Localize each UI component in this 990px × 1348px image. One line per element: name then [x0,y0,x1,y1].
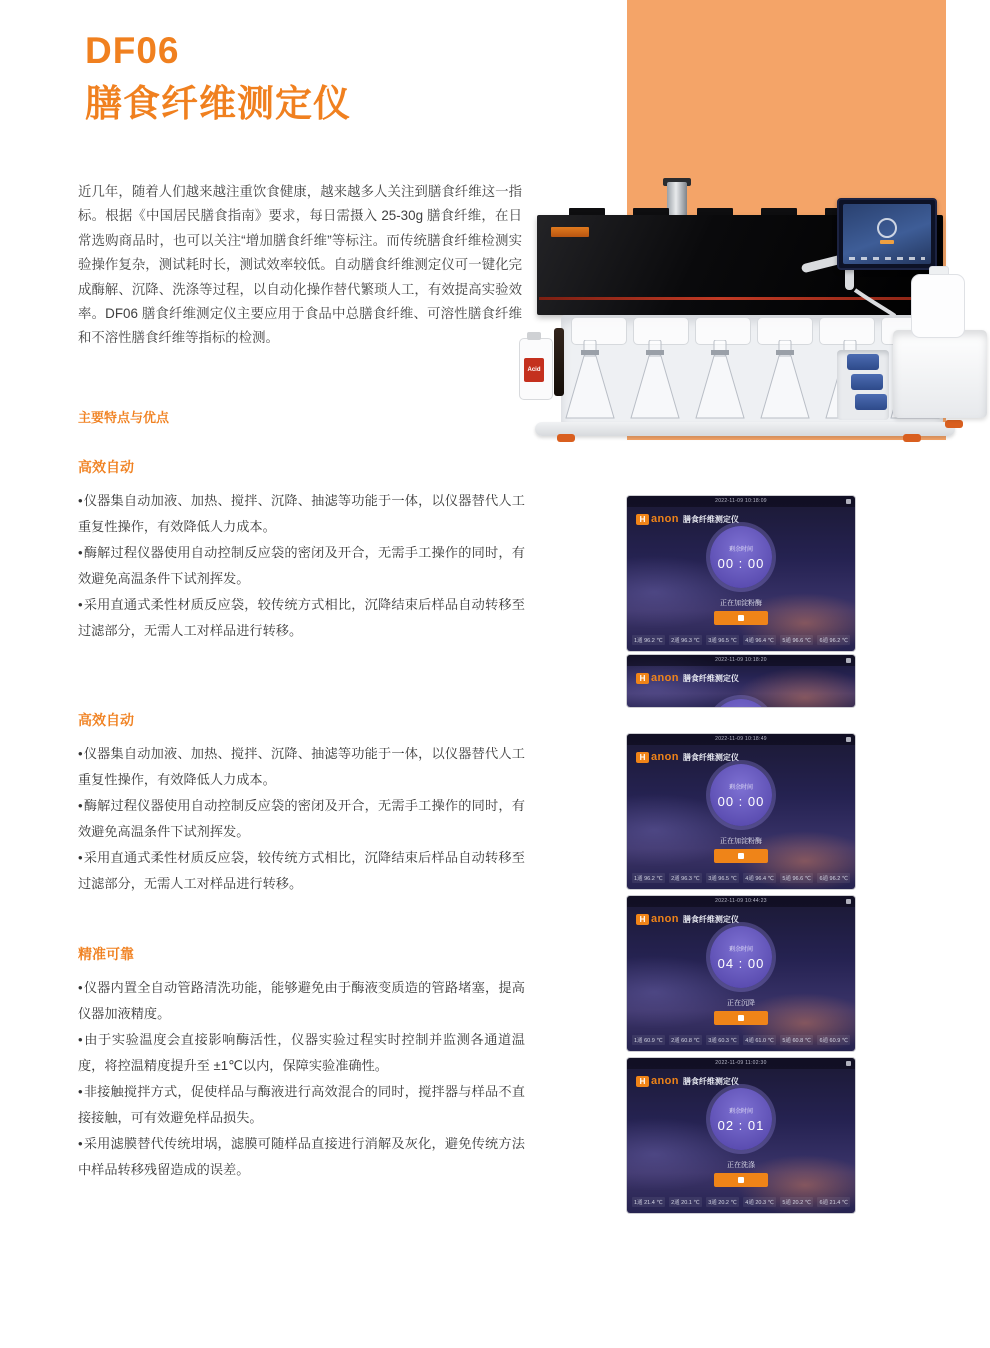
app-title: 膳食纤维测定仪 [682,673,739,683]
app-title: 膳食纤维测定仪 [682,1076,739,1086]
window-icon [846,658,851,663]
device-screen-5 [627,1058,855,1213]
timer-value: 00 : 00 [717,793,765,809]
timer-label: 剩余时间 [728,546,753,553]
window-icon [846,1061,851,1066]
screen-timestamp: 2022-11-09 11:02:30 [715,1060,767,1066]
brand-name: anon [651,1075,679,1087]
channel-temps [632,635,850,645]
instrument-photo [515,182,990,444]
monitor-timer-circle [877,218,897,238]
screen-topbar [627,1058,855,1069]
section-heading-2: 高效自动 [78,712,134,728]
acid-bottle-label: Acid [524,358,544,382]
product-name: 膳食纤维测定仪 [85,83,351,124]
brand-name: anon [651,513,679,525]
screen-timestamp: 2022-11-09 10:18:20 [715,657,767,663]
stop-button [714,1173,768,1187]
app-title: 膳食纤维测定仪 [682,914,739,924]
screen-timestamp: 2022-11-09 10:18:09 [715,498,767,504]
channel-temp: 3通 20.2 ℃ [706,1197,739,1207]
timer-value: 02 : 01 [717,1117,765,1133]
feature-item: • 采用滤膜替代传统坩埚，滤膜可随样品直接进行消解及灰化，避免传统方法中样品转移残留造成的误差。 [78,1131,525,1183]
brand-name: anon [651,672,679,684]
timer-value: 04 : 00 [717,955,765,971]
pump-module [855,394,887,410]
channel-temp: 3通 60.3 ℃ [706,1035,739,1045]
pump-module [847,354,879,370]
section-heading-3: 精准可靠 [78,946,134,962]
channel-temps [632,1035,850,1045]
channel-temp: 5通 60.8 ℃ [780,1035,813,1045]
hanon-logo-icon: H [636,514,649,525]
app-title: 膳食纤维测定仪 [682,752,739,762]
device-screen-3 [627,734,855,889]
app-title: 膳食纤维测定仪 [682,514,739,524]
screen-logo-row [636,1075,739,1087]
stop-icon [738,1015,744,1021]
channel-temp: 1通 96.2 ℃ [632,635,665,645]
features-heading: 主要特点与优点 [78,410,170,425]
screen-timestamp: 2022-11-09 10:18:49 [715,736,767,742]
monitor-temp-row [849,257,925,260]
solvent-jug [911,274,965,338]
hanon-logo-icon: H [636,914,649,925]
channel-temp: 6通 96.2 ℃ [817,635,850,645]
status-text: 正在加淀粉酶 [720,838,762,845]
feature-item: • 酶解过程仪器使用自动控制反应袋的密闭及开合，无需手工操作的同时，有效避免高温条件下试剂挥发。 [78,540,525,592]
stop-icon [738,853,744,859]
timer-circle [710,926,772,988]
feature-item: • 仪器集自动加液、加热、搅拌、沉降、抽滤等功能于一体，以仪器替代人工重复性操作，有效降低人力成本。 [78,741,525,793]
channel-temp: 4通 20.3 ℃ [743,1197,776,1207]
channel-temp: 6通 21.4 ℃ [817,1197,850,1207]
touchscreen-monitor [837,198,937,270]
screen-logo-row [636,913,739,925]
channel-temp: 3通 96.5 ℃ [706,873,739,883]
product-model: DF06 [85,30,180,71]
timer-circle [710,1088,772,1150]
channel-temp: 2通 96.3 ℃ [669,635,702,645]
screen-topbar [627,496,855,507]
feature-list-2 [78,741,525,897]
window-icon [846,899,851,904]
channel-temps [632,1197,850,1207]
feature-list-1 [78,488,525,644]
channel-temp: 5通 96.6 ℃ [780,873,813,883]
channel-temp: 5通 20.2 ℃ [780,1197,813,1207]
screen-logo-row [636,751,739,763]
channel-temp: 4通 96.4 ℃ [743,873,776,883]
status-text: 正在洗涤 [727,1162,755,1169]
timer-circle [710,699,772,707]
feature-item: • 酶解过程仪器使用自动控制反应袋的密闭及开合，无需手工操作的同时，有效避免高温条件下试剂挥发。 [78,793,525,845]
waste-container [893,330,987,418]
channel-temp: 4通 96.4 ℃ [743,635,776,645]
feature-item: • 采用直通式柔性材质反应袋，较传统方式相比，沉降结束后样品自动转移至过滤部分，无需人工对样品进行转移。 [78,845,525,897]
feature-item: • 由于实验温度会直接影响酶活性，仪器实验过程实时控制并监测各通道温度，将控温精度提升至 ±1℃以内，保障实验准确性。 [78,1027,525,1079]
screen-timestamp: 2022-11-09 10:44:23 [715,898,767,904]
channel-temps [632,873,850,883]
monitor-screen [843,204,931,264]
pump-module [851,374,883,390]
channel-temp: 2通 20.1 ℃ [669,1197,702,1207]
timer-circle [710,526,772,588]
feature-item: • 仪器集自动加液、加热、搅拌、沉降、抽滤等功能于一体，以仪器替代人工重复性操作，有效降低人力成本。 [78,488,525,540]
channel-temp: 1通 21.4 ℃ [632,1197,665,1207]
screen-topbar [627,734,855,745]
timer-label: 剩余时间 [728,946,753,953]
channel-temp: 1通 96.2 ℃ [632,873,665,883]
intro-paragraph: 近几年，随着人们越来越注重饮食健康，越来越多人关注到膳食纤维这一指标。根据《中国居民膳食指南》要求，每日需摄入 25-30g 膳食纤维，在日常选购商品时，也可以关注“增加膳食纤维”等标注。而传统膳食纤维检测实验操作复杂，测试耗时长，测试效率较低。自动膳食纤维测定仪可一键化完成酶解、沉降、洗涤等过程，以自动化操作替代繁琐人工，有效提高实验效率。DF06 膳食纤维测定仪主要应用于食品中总膳食纤维、可溶性膳食纤维和不溶性膳食纤维等指标的检测。 [78,184,522,346]
timer-circle [710,764,772,826]
timer-value: 00 : 00 [717,555,765,571]
feature-list-3 [78,975,525,1183]
device-screen-2 [627,655,855,707]
device-screen-4 [627,896,855,1051]
channel-temp: 2通 60.8 ℃ [669,1035,702,1045]
screen-topbar [627,655,855,666]
screen-logo-row [636,513,739,525]
page-title [85,24,351,130]
window-icon [846,499,851,504]
channel-temp: 3通 96.5 ℃ [706,635,739,645]
channel-temp: 5通 96.6 ℃ [780,635,813,645]
stop-button [714,849,768,863]
brand-name: anon [651,913,679,925]
channel-temp: 2通 96.3 ℃ [669,873,702,883]
brand-name: anon [651,751,679,763]
monitor-button [880,240,894,244]
timer-label: 剩余时间 [728,1108,753,1115]
channel-temp: 6通 60.9 ℃ [817,1035,850,1045]
channel-temp: 1通 60.9 ℃ [632,1035,665,1045]
hanon-logo-icon: H [636,752,649,763]
section-heading-1: 高效自动 [78,459,134,475]
channel-temp: 6通 96.2 ℃ [817,873,850,883]
screen-topbar [627,896,855,907]
timer-label: 剩余时间 [728,784,753,791]
feature-item: • 仪器内置全自动管路清洗功能，能够避免由于酶液变质造的管路堵塞，提高仪器加液精度。 [78,975,525,1027]
feature-item: • 采用直通式柔性材质反应袋，较传统方式相比，沉降结束后样品自动转移至过滤部分，无需人工对样品进行转移。 [78,592,525,644]
screen-logo-row [636,672,739,684]
hanon-logo-icon: H [636,1076,649,1087]
pump-module-holder [837,350,889,420]
stop-icon [738,1177,744,1183]
hanon-logo-icon: H [636,673,649,684]
device-screen-1 [627,496,855,651]
status-text: 正在加淀粉酶 [720,600,762,607]
feature-item: • 非接触搅拌方式，促使样品与酶液进行高效混合的同时，搅拌器与样品不直接接触，可有效避免样品损失。 [78,1079,525,1131]
stop-button [714,1011,768,1025]
stop-icon [738,615,744,621]
window-icon [846,737,851,742]
stop-button [714,611,768,625]
status-text: 正在沉降 [727,1000,755,1007]
channel-temp: 4通 61.0 ℃ [743,1035,776,1045]
